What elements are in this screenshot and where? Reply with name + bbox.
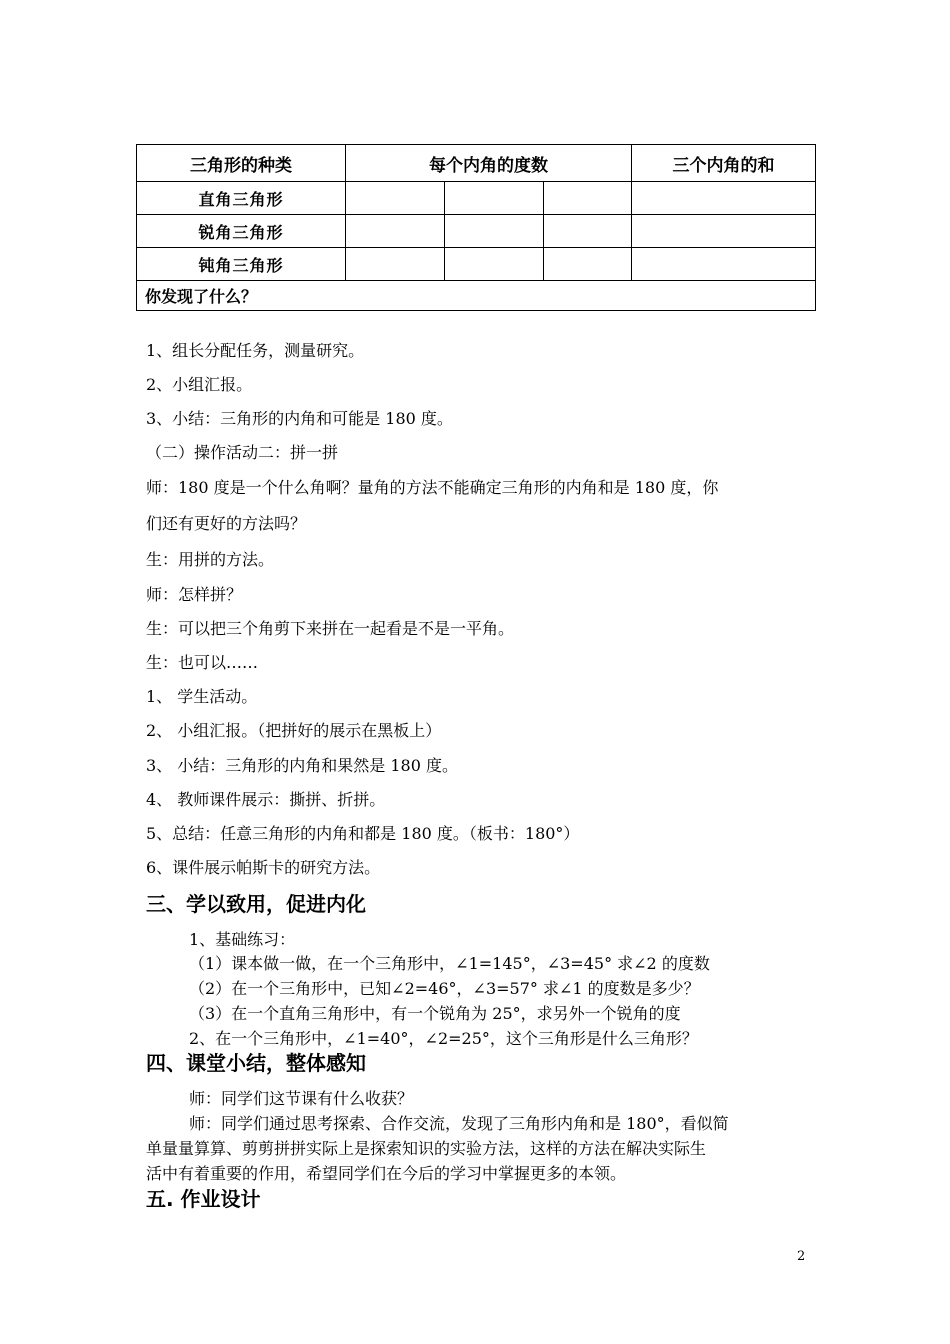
text-line: 1、组长分配任务，测量研究。 xyxy=(146,341,365,360)
section-heading-3: 三、学以致用，促进内化 xyxy=(146,892,366,916)
text-line: 师：180 度是一个什么角啊？量角的方法不能确定三角形的内角和是 180 度，你 xyxy=(146,478,719,497)
section-heading-4: 四、课堂小结，整体感知 xyxy=(146,1051,366,1075)
table-cell xyxy=(544,182,632,215)
text-line: 2、 小组汇报。（把拼好的展示在黑板上） xyxy=(146,721,442,740)
text-line: 生：用拼的方法。 xyxy=(146,550,275,569)
header-triangle-type: 三角形的种类 xyxy=(137,145,346,182)
row-label-acute-triangle: 锐角三角形 xyxy=(137,215,346,248)
text-line: 3、小结：三角形的内角和可能是 180 度。 xyxy=(146,409,453,428)
header-angle-sum: 三个内角的和 xyxy=(632,145,816,182)
table-row xyxy=(137,182,816,215)
triangle-angle-table xyxy=(136,144,816,311)
text-line: 3、 小结：三角形的内角和果然是 180 度。 xyxy=(146,756,458,775)
text-line: （3）在一个直角三角形中，有一个锐角为 25°，求另外一个锐角的度 xyxy=(189,1004,681,1023)
text-line: 生：可以把三个角剪下来拼在一起看是不是一平角。 xyxy=(146,619,515,638)
table-cell xyxy=(346,215,445,248)
table-cell xyxy=(544,248,632,281)
table-footer-question: 你发现了什么？ xyxy=(137,281,816,311)
table-footer-row xyxy=(137,281,816,311)
text-line: 4、 教师课件展示：撕拼、折拼。 xyxy=(146,790,386,809)
table-cell xyxy=(346,182,445,215)
text-line: 2、小组汇报。 xyxy=(146,375,253,394)
text-line: 们还有更好的方法吗？ xyxy=(146,514,307,533)
table-cell xyxy=(632,182,816,215)
row-label-obtuse-triangle: 钝角三角形 xyxy=(137,248,346,281)
table-header-row xyxy=(137,145,816,182)
text-line: 师：同学们这节课有什么收获？ xyxy=(189,1089,414,1108)
text-line: 师：怎样拼？ xyxy=(146,585,243,604)
text-line: 生：也可以…… xyxy=(146,653,259,672)
table-row xyxy=(137,215,816,248)
text-line: 6、课件展示帕斯卡的研究方法。 xyxy=(146,858,381,877)
table-cell xyxy=(632,215,816,248)
text-line: （2）在一个三角形中，已知∠2=46°，∠3=57° 求∠1 的度数是多少？ xyxy=(189,979,700,998)
text-line: 单量量算算、剪剪拼拼实际上是探索知识的实验方法，这样的方法在解决实际生 xyxy=(146,1139,707,1158)
table-cell xyxy=(346,248,445,281)
text-line: 师：同学们通过思考探索、合作交流，发现了三角形内角和是 180°，看似简 xyxy=(189,1114,729,1133)
text-line: 活中有着重要的作用，希望同学们在今后的学习中掌握更多的本领。 xyxy=(146,1164,627,1183)
row-label-right-triangle: 直角三角形 xyxy=(137,182,346,215)
table-cell xyxy=(544,215,632,248)
text-line: （二）操作活动二：拼一拼 xyxy=(146,443,339,462)
page-number: 2 xyxy=(797,1249,806,1264)
text-line: 2、在一个三角形中，∠1=40°，∠2=25°，这个三角形是什么三角形？ xyxy=(189,1029,698,1048)
text-line: （1）课本做一做，在一个三角形中，∠1=145°，∠3=45° 求∠2 的度数 xyxy=(189,954,710,973)
text-line: 5、总结：任意三角形的内角和都是 180 度。（板书：180°） xyxy=(146,824,580,843)
section-heading-5: 五. 作业设计 xyxy=(146,1187,261,1211)
table-cell xyxy=(445,215,544,248)
table-cell xyxy=(632,248,816,281)
table-cell xyxy=(445,248,544,281)
table-row xyxy=(137,248,816,281)
table-cell xyxy=(445,182,544,215)
text-line: 1、基础练习： xyxy=(189,930,296,949)
header-each-angle: 每个内角的度数 xyxy=(346,145,632,182)
text-line: 1、 学生活动。 xyxy=(146,687,258,706)
